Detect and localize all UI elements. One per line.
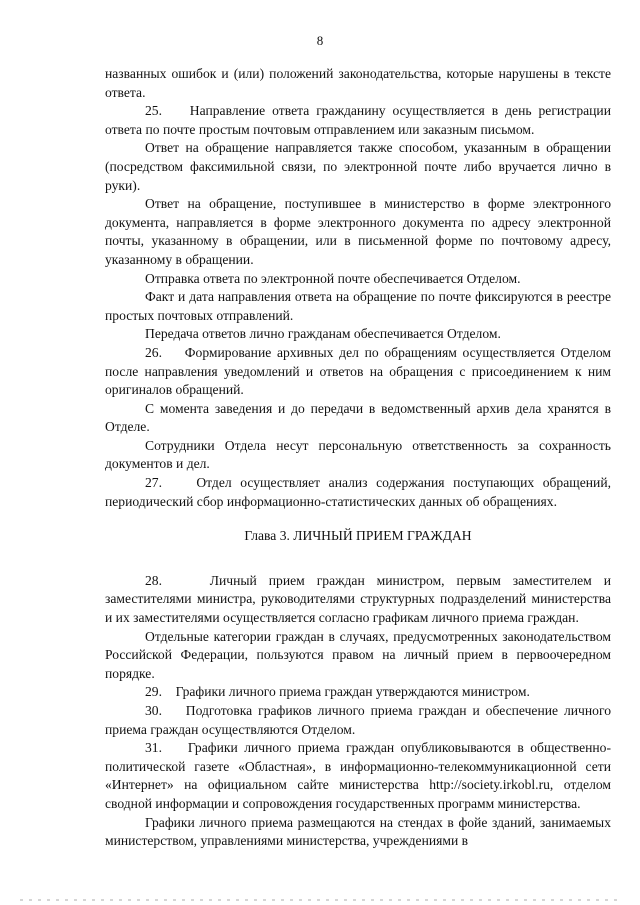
paragraph: Отдельные категории граждан в случаях, предусмотренных законодательством Российской Федерации, пользуются правом на личный прием в первоочередном порядке. (105, 628, 611, 681)
paragraph: Ответ на обращение, поступившее в министерство в форме электронного документа, направляется в форме электронного документа по адресу электронной почты, указанному в обращении, или в письменной форме по почтовому адресу, указанному в обращении. (105, 196, 611, 267)
scan-edge-artifact (20, 899, 620, 901)
document-body (105, 65, 611, 851)
paragraph: Передача ответов лично гражданам обеспечивается Отделом. (145, 326, 501, 342)
paragraph: Факт и дата направления ответа на обращение по почте фиксируются в реестре простых почтовых отправлений. (105, 289, 611, 323)
paragraph-item-29: 29. Графики личного приема граждан утверждаются министром. (145, 684, 530, 700)
paragraph-item-25: 25. Направление ответа гражданину осуществляется в день регистрации ответа по почте простым почтовым отправлением или заказным письмом. (105, 103, 611, 137)
chapter-title: Глава 3. ЛИЧНЫЙ ПРИЕМ ГРАЖДАН (244, 528, 472, 544)
paragraph-item-26: 26. Формирование архивных дел по обращениям осуществляется Отделом после направления уведомлений и ответов на обращения с присоединением к ним оригиналов обращений. (105, 344, 611, 398)
paragraph: Ответ на обращение направляется также способом, указанным в обращении (посредством факсимильной связи, по электронной почте либо вручается лично в руки). (105, 140, 611, 193)
paragraph: С момента заведения и до передачи в ведомственный архив дела хранятся в Отделе. (105, 400, 611, 435)
paragraph: Отправка ответа по электронной почте обеспечивается Отделом. (145, 270, 521, 286)
paragraph-item-30: 30. Подготовка графиков личного приема граждан и обеспечение личного приема граждан осуществляются Отделом. (105, 703, 611, 737)
paragraph: Сотрудники Отдела несут персональную ответственность за сохранность документов и дел. (105, 437, 611, 472)
page-number: 8 (316, 33, 324, 48)
paragraph-item-27: 27. Отдел осуществляет анализ содержания поступающих обращений, периодический сбор информационно-статистических данных об обращениях. (105, 475, 611, 509)
paragraph: Графики личного приема размещаются на стендах в фойе зданий, занимаемых министерством, управлениями министерства, учреждениями в (105, 814, 611, 849)
paragraph-item-28: 28. Личный прием граждан министром, первым заместителем и заместителями министра, руководителями структурных подразделений министерства и их заместителями осуществляется согласно графикам личного приема граждан. (105, 572, 611, 626)
paragraph-continuation: названных ошибок и (или) положений законодательства, которые нарушены в тексте ответа. (105, 66, 611, 100)
paragraph-item-31: 31. Графики личного приема граждан опубликовываются в общественно-политической газете «Областная», в информационно-телекоммуникационной сети «Интернет» на официальном сайте министерства http://society.irkobl.ru, отделом сводной информации и сопровождения государственных программ министерства. (105, 740, 611, 811)
